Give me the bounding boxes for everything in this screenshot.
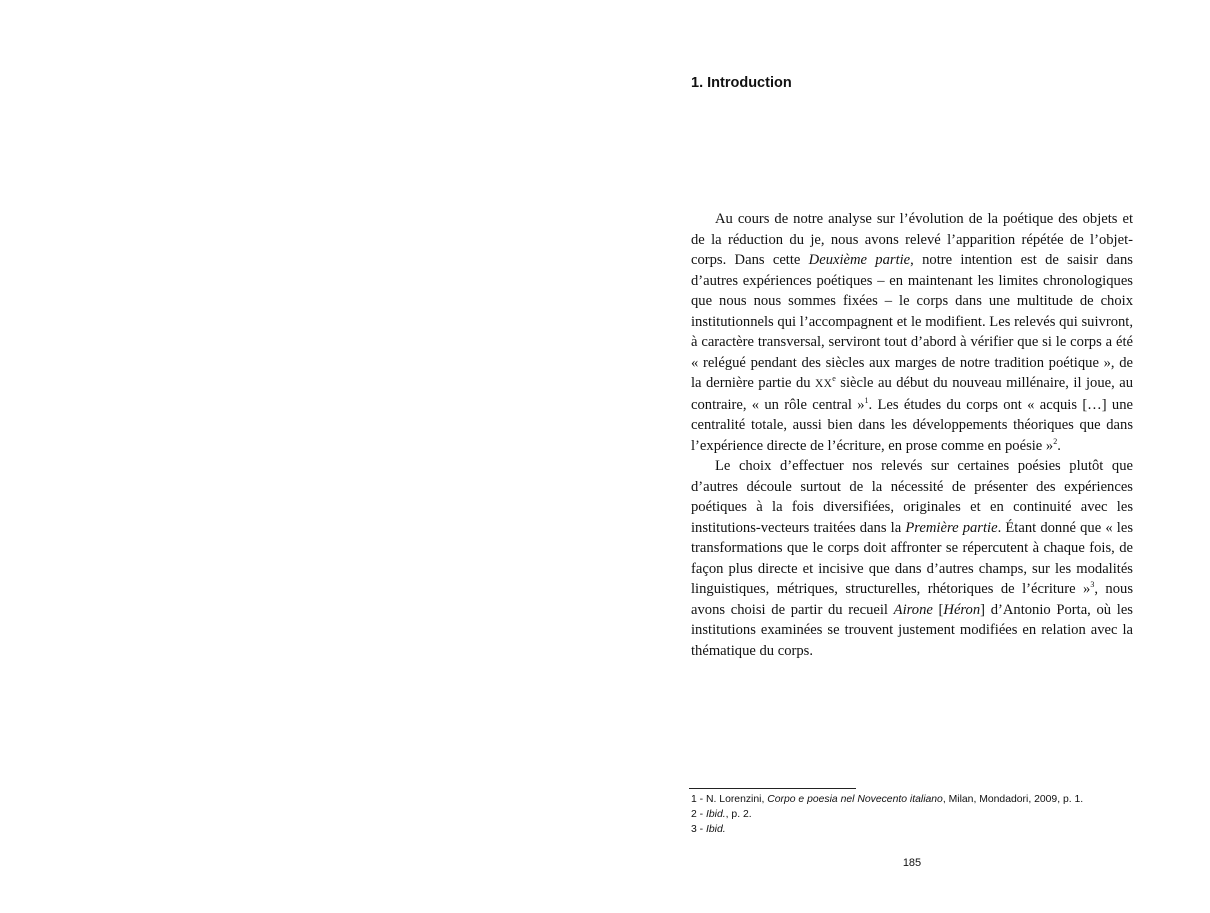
- paragraph: [691, 456, 1133, 661]
- body-text: [691, 209, 1133, 661]
- section-heading: 1. Introduction: [691, 75, 792, 91]
- footnotes: [691, 792, 1133, 837]
- footnote-separator: [689, 788, 856, 789]
- text-run: Corpo e poesia nel Novecento italiano: [767, 794, 943, 805]
- text-run: Deuxième partie: [808, 252, 911, 268]
- text-run: 1 - N. Lorenzini,: [691, 794, 768, 805]
- text-run: 2 -: [691, 809, 707, 820]
- footnote-reference: 3: [1090, 580, 1095, 590]
- text-run: Airone: [893, 601, 933, 618]
- text-run: , nous avons choisi de partir du recueil: [691, 581, 1133, 618]
- text-run: ] d’Antonio Porta, où les institutions examinées se trouvent justement modifiées en relation avec la thématique du corps.: [691, 601, 1133, 659]
- text-run: 3 -: [691, 824, 707, 835]
- text-run: . Étant donné que « les transformations que le corps doit affronter se répercutent à chaque fois, de façon plus directe et incisive que dans d’autres champs, sur les modalités linguistiques, métriques, structurelles, rhétoriques de l’écriture »: [691, 519, 1134, 597]
- footnote-reference: 1: [864, 395, 869, 405]
- text-run: XX: [815, 378, 833, 390]
- text-run: Première partie: [905, 519, 998, 536]
- text-run: .: [1057, 437, 1061, 454]
- footnote: [691, 807, 1133, 822]
- text-run: Ibid.: [706, 809, 726, 820]
- text-run: Héron: [943, 601, 981, 618]
- paragraph: [691, 209, 1133, 456]
- text-run: [: [932, 601, 944, 618]
- text-run: Au cours de notre analyse sur l’évolution de la poétique des objets et de la réduction du je, nous avons relevé l’apparition répétée de l’objet-corps. Dans cette: [691, 211, 1133, 268]
- footnote-reference: e: [832, 374, 836, 384]
- footnote: [691, 792, 1133, 807]
- text-run: . Les études du corps ont « acquis […] une centralité totale, aussi bien dans les développements théoriques que dans l’expérience directe de l’écriture, en prose comme en poésie »: [691, 396, 1133, 454]
- text-run: , Milan, Mondadori, 2009, p. 1.: [942, 794, 1084, 805]
- text-run: siècle au début du nouveau millénaire, il joue, au contraire, « un rôle central »: [691, 375, 1133, 413]
- page-number: 185: [902, 857, 922, 869]
- text-run: Le choix d’effectuer nos relevés sur certaines poésies plutôt que d’autres découle surtout de la nécessité de présenter des expériences poétiques à la fois diversifiées, originales et en continuité avec les institutions-vecteurs traitées dans la: [691, 458, 1133, 536]
- text-run: , notre intention est de saisir dans d’autres expériences poétiques – en maintenant les limites chronologiques que nous nous sommes fixées – le corps dans une multitude de choix institutionnels qui l’accompagnent et le modifient. Les relevés qui suivront, à caractère transversal, serviront tout d’abord à vérifier que si le corps a été « relégué pendant des siècles aux marges de notre tradition poétique », de la dernière partie du: [691, 252, 1133, 391]
- footnote-reference: 2: [1053, 436, 1058, 446]
- text-run: , p. 2.: [725, 809, 752, 820]
- text-run: Ibid.: [706, 824, 726, 835]
- footnote: [691, 822, 1133, 837]
